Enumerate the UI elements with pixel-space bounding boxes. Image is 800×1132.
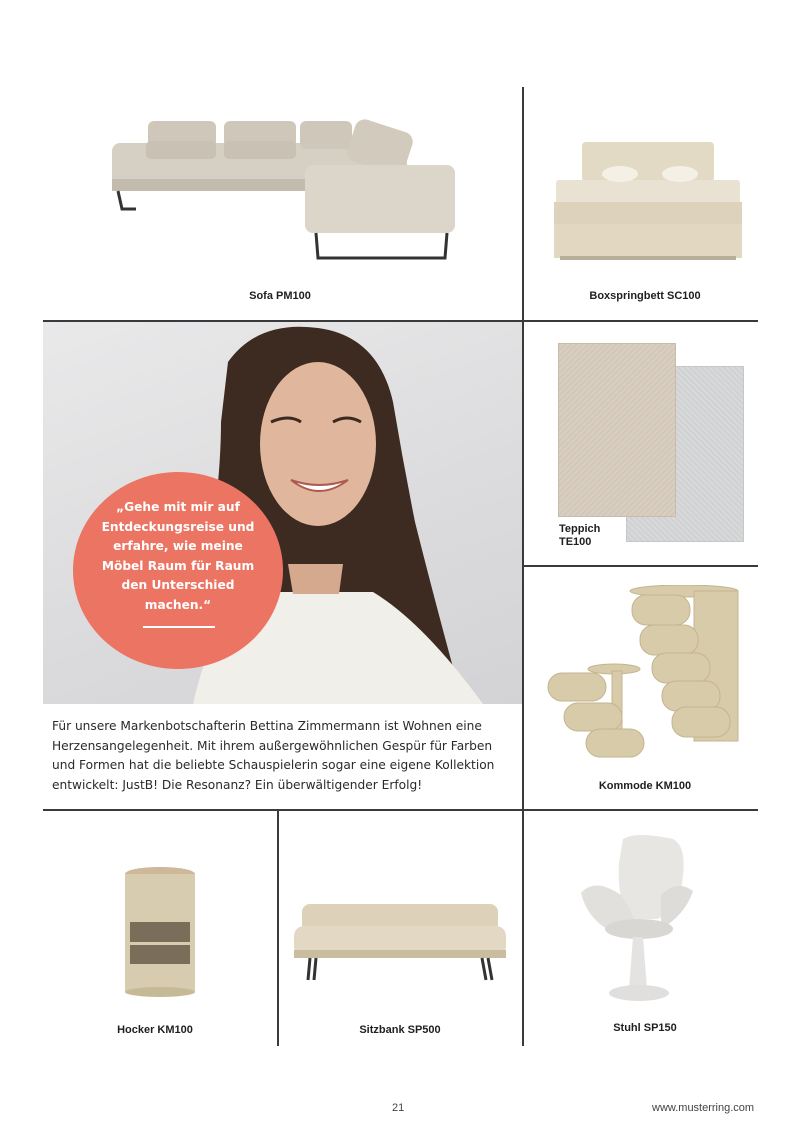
divider-vertical-bottom-left [277,809,279,1046]
rug-image-front [558,343,676,517]
divider-vertical-bottom-right [522,809,524,1046]
stool-image [122,866,198,998]
product-label-rug: Teppich TE100 [559,523,601,548]
page-number: 21 [392,1102,405,1114]
sofa-image [110,115,460,265]
product-label-bench: Sitzbank SP500 [359,1024,441,1036]
website-link[interactable]: www.musterring.com [652,1102,755,1114]
quote-text: „Gehe mit mir auf Entdeckungsreise und erfahre, wie meine Möbel Raum für Raum den Unterschied machen.“ [101,500,255,612]
product-label-bed: Boxspringbett SC100 [589,290,701,302]
product-label-sofa: Sofa PM100 [249,290,311,302]
dresser-image [544,585,744,763]
intro-paragraph: Für unsere Markenbotschafterin Bettina Zimmermann ist Wohnen eine Herzensangelegenheit. Mit ihrem außergewöhnlichen Gespür für Farben und Formen hat die beliebte Schauspielerin sogar eine eigene Kollektion entwickelt: JustB! Die Resonanz? Ein überwältigender Erfolg! [52,719,495,792]
product-label-chair: Stuhl SP150 [613,1022,677,1034]
bed-image [552,142,744,264]
divider-right-rug [522,565,758,567]
bench-image [292,902,508,986]
product-label-dresser: Kommode KM100 [598,780,692,792]
chair-image [577,833,697,1003]
divider-row3 [43,809,758,811]
quote-underline [143,626,215,628]
divider-vertical-top [522,87,524,809]
product-label-stool: Hocker KM100 [117,1024,193,1036]
